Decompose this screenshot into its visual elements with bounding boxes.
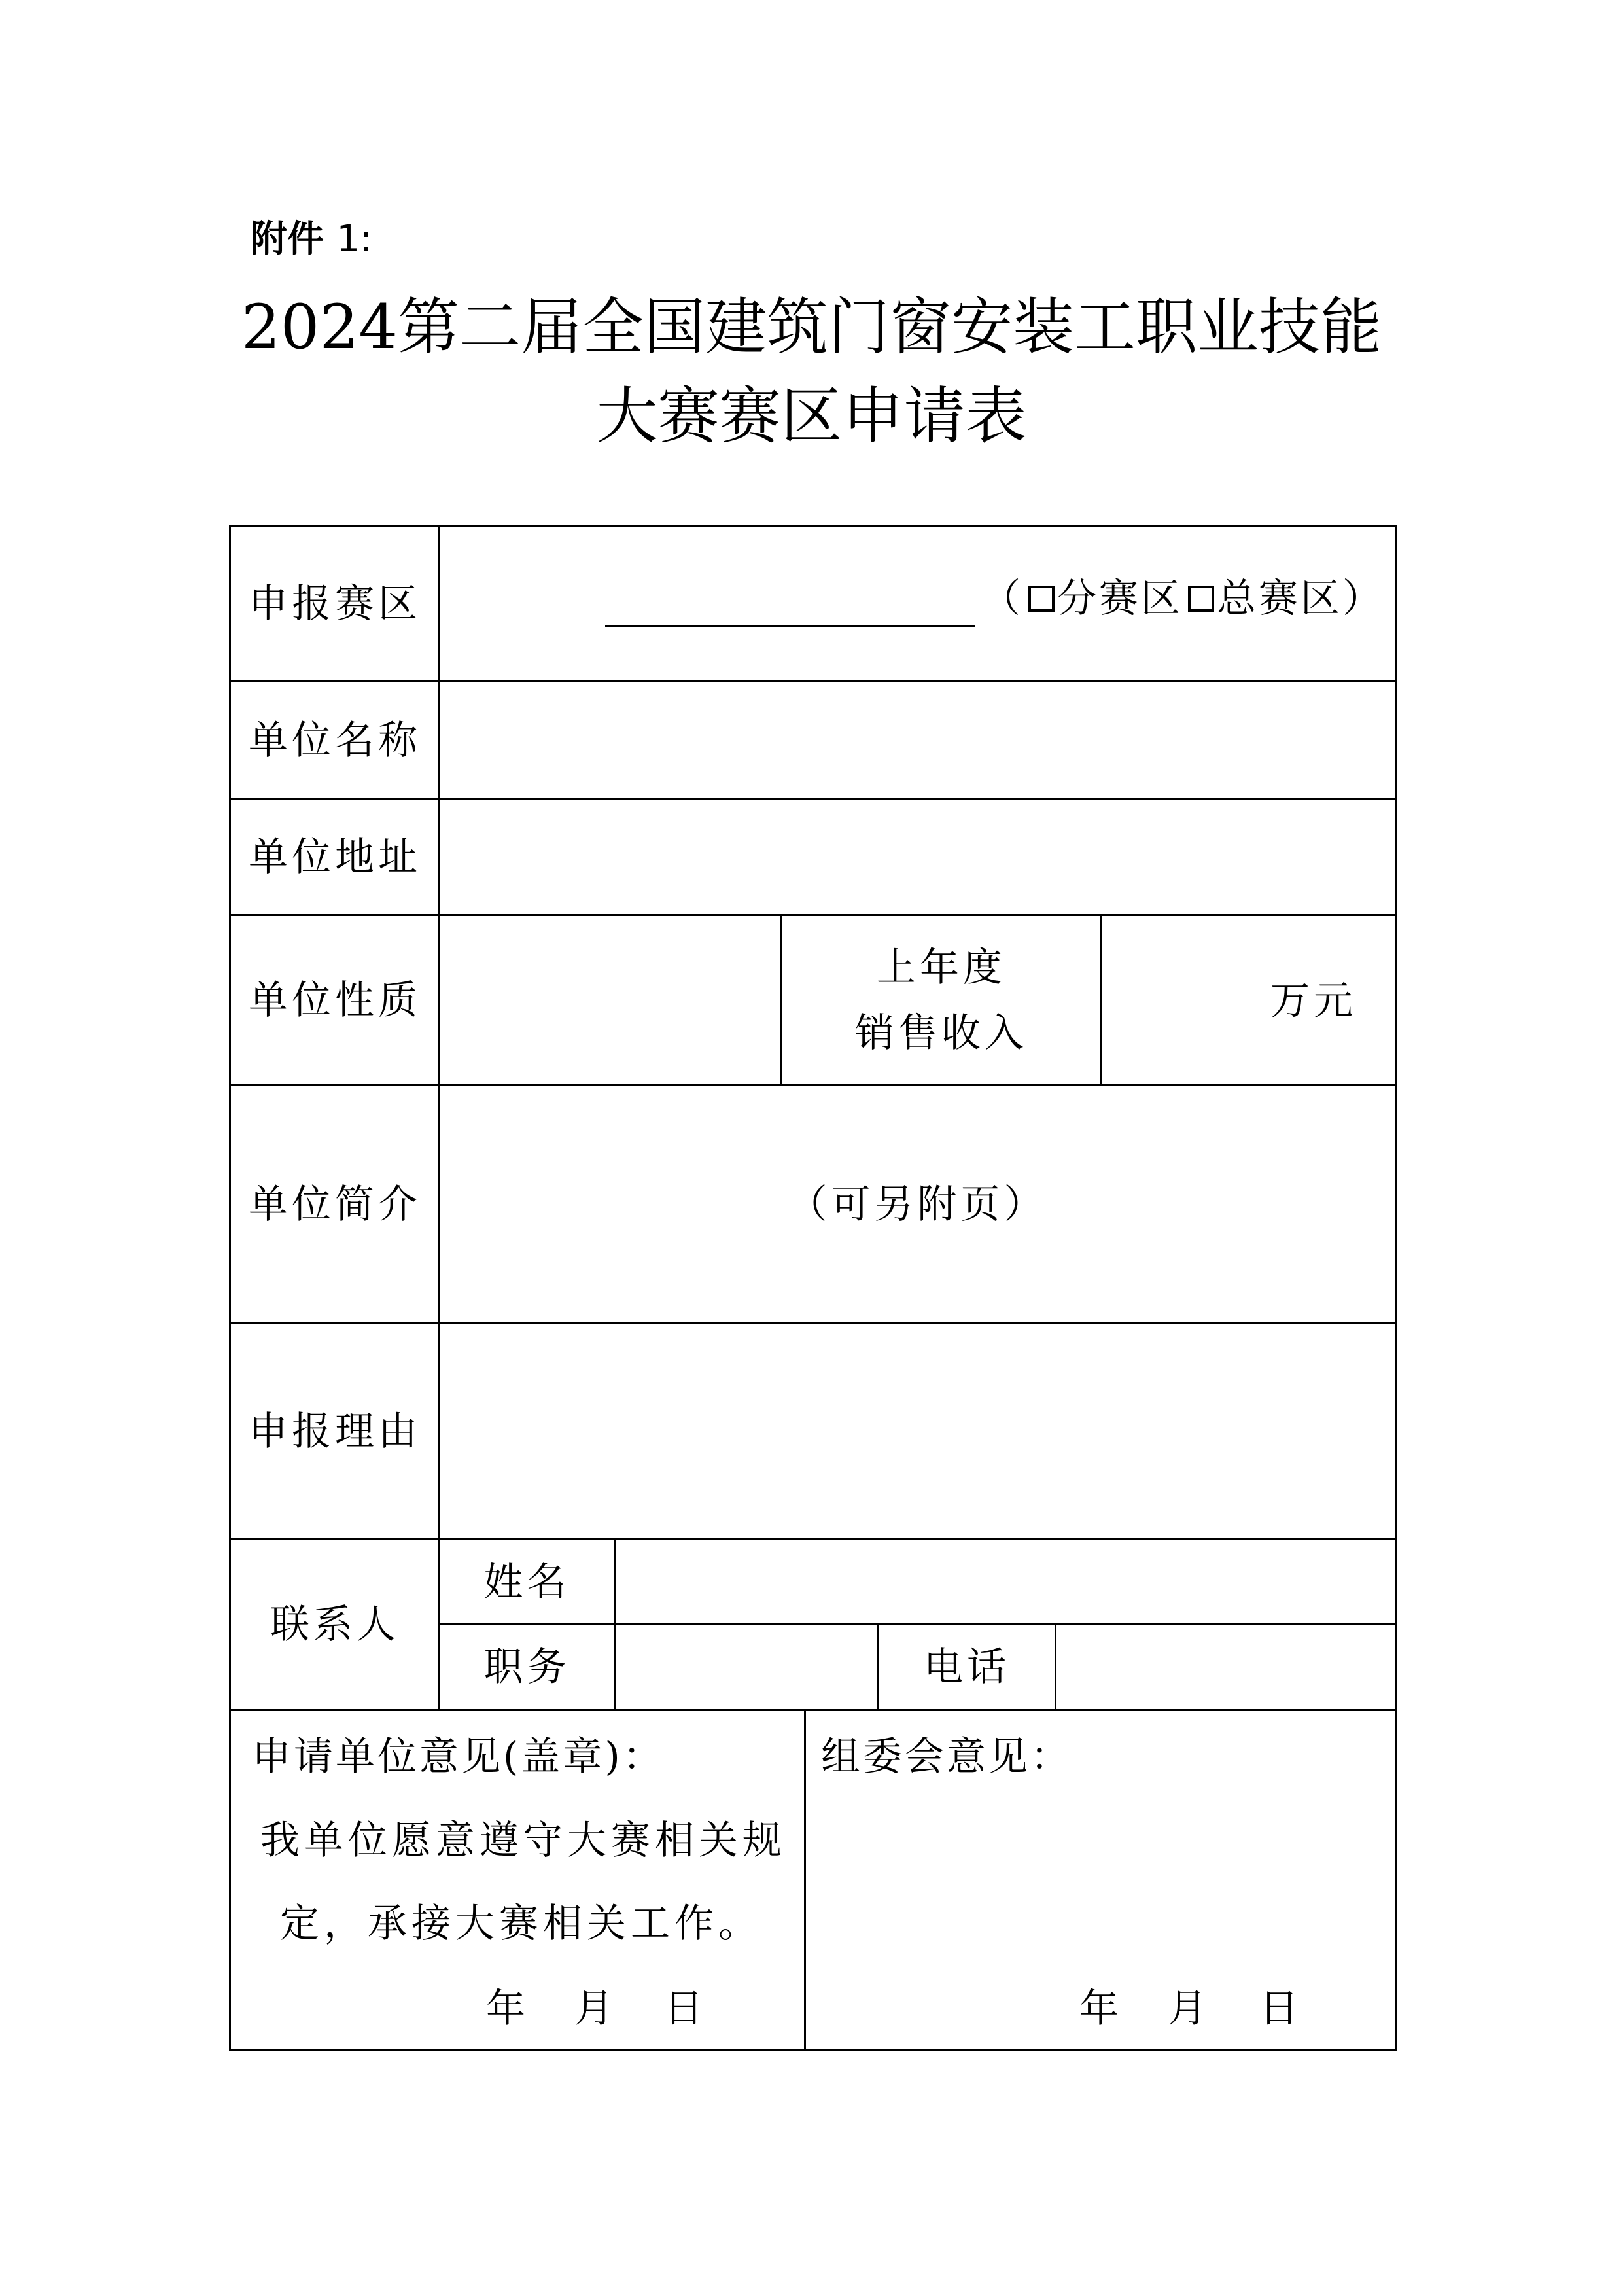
contact-name-label: 姓名 — [483, 1559, 570, 1605]
sales-label-line2: 销售收入 — [855, 1010, 1028, 1056]
contact-position-label: 职务 — [483, 1644, 570, 1690]
sales-label-line1: 上年度 — [877, 944, 1006, 991]
sub-region-checkbox[interactable] — [1028, 586, 1055, 612]
unit-address-field[interactable] — [440, 800, 1395, 914]
attachment-colon: : — [360, 218, 373, 260]
sub-region-option-label: 分赛区 — [1057, 576, 1183, 622]
attachment-text: 附件 — [251, 218, 324, 260]
page-title-line1: 2024第二届全国建筑门窗安装工职业技能 — [241, 292, 1382, 363]
unit-address-label: 单位地址 — [249, 834, 421, 880]
committee-date-year: 年 — [1079, 1986, 1123, 2032]
contact-phone-field[interactable] — [1056, 1625, 1395, 1709]
applicant-opinion-line1: 我单位愿意遵守大赛相关规 — [260, 1818, 786, 1863]
reason-label: 申报理由 — [249, 1408, 421, 1455]
table-col-divider — [804, 1709, 806, 2051]
unit-intro-label: 单位简介 — [249, 1181, 421, 1227]
unit-name-field[interactable] — [440, 682, 1395, 798]
committee-opinion-heading: 组委会意见： — [821, 1734, 1072, 1780]
applicant-date-year: 年 — [486, 1986, 529, 2032]
table-border-bottom — [229, 2049, 1397, 2051]
attachment-label — [251, 218, 373, 260]
reason-field[interactable] — [440, 1324, 1395, 1538]
sales-revenue-label — [782, 916, 1100, 1084]
applicant-date-day: 日 — [664, 1986, 707, 2032]
sales-revenue-field[interactable] — [1102, 916, 1266, 1084]
sales-unit-label: 万元 — [1270, 978, 1357, 1024]
attachment-number: 1 — [336, 218, 360, 260]
main-region-checkbox[interactable] — [1188, 586, 1214, 612]
contact-name-field[interactable] — [616, 1540, 1395, 1623]
close-paren: ） — [1342, 576, 1384, 622]
unit-intro-note[interactable]: （可另附页） — [788, 1181, 1047, 1227]
contact-label: 联系人 — [270, 1602, 400, 1648]
open-paren: （ — [981, 576, 1023, 622]
applicant-date-month: 月 — [574, 1986, 618, 2032]
contact-position-field[interactable] — [616, 1625, 877, 1709]
region-name-blank[interactable] — [605, 625, 975, 627]
page-title-line2: 大赛赛区申请表 — [596, 381, 1027, 452]
committee-date-month: 月 — [1168, 1986, 1211, 2032]
unit-nature-label: 单位性质 — [249, 977, 421, 1023]
contact-phone-label: 电话 — [924, 1644, 1010, 1690]
region-type-options — [981, 576, 1384, 622]
main-region-option-label: 总赛区 — [1217, 576, 1342, 622]
region-label: 申报赛区 — [249, 581, 421, 627]
table-border-right — [1395, 525, 1397, 2051]
unit-nature-field[interactable] — [440, 916, 780, 1084]
applicant-opinion-line2: 定，承接大赛相关工作。 — [280, 1901, 762, 1947]
applicant-opinion-heading: 申请单位意见(盖章)： — [252, 1734, 665, 1780]
committee-date-day: 日 — [1259, 1986, 1302, 2032]
unit-name-label: 单位名称 — [249, 717, 421, 764]
